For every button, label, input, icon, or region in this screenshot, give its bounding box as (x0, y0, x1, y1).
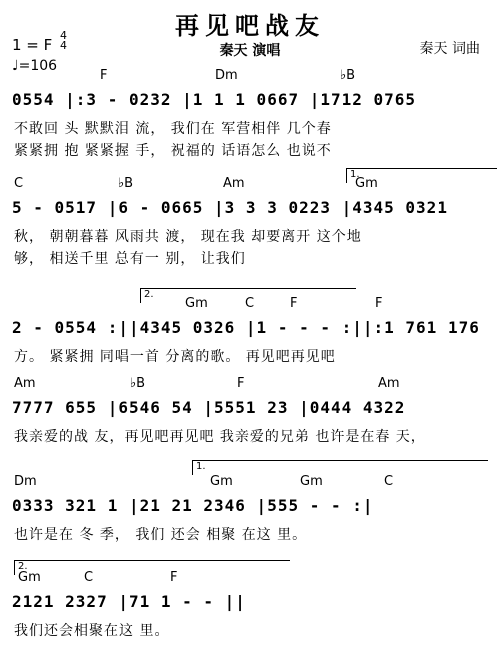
note-line: 5 - 0517 |6 - 0665 |3 3 3 0223 |4345 0321 (12, 198, 448, 217)
chord-symbol: Am (378, 376, 400, 391)
lyric-line-1: 不敢回 头 默默泪 流， 我们在 军营相伴 几个春 (14, 121, 332, 137)
second-ending-bracket: 2. (140, 288, 356, 303)
chord-symbol: F (375, 296, 383, 311)
second-ending-bracket-2: 2. (14, 560, 290, 575)
note-line: 2121 2327 |71 1 - - || (12, 592, 246, 611)
chord-symbol: ♭B (118, 176, 134, 191)
chord-symbol: F (290, 296, 298, 311)
note-line: 2 - 0554 :||4345 0326 |1 - - - :||:1 761 176 (12, 318, 480, 337)
time-top: 4 (60, 29, 67, 42)
lyric-line-1: 秋， 朝朝暮暮 风雨共 渡， 现在我 却要离开 这个地 (14, 229, 362, 245)
lyric-line-1: 我们还会相聚在这 里。 (14, 623, 170, 639)
chord-symbol: ♭B (130, 376, 146, 391)
chord-symbol: Gm (18, 570, 41, 585)
note-line: 0333 321 1 |21 21 2346 |555 - - :| (12, 496, 374, 515)
first-ending-bracket: 1. (346, 168, 497, 183)
chord-symbol: C (245, 296, 255, 311)
chord-symbol: F (170, 570, 178, 585)
chord-symbol: ♭B (340, 68, 356, 83)
chord-symbol: Am (14, 376, 36, 391)
time-bottom: 4 (60, 39, 67, 52)
first-ending-bracket-2: 1. (192, 460, 488, 475)
composer-credit: 秦天 词曲 (419, 41, 480, 57)
lyric-line-2: 够， 相送千里 总有一 别， 让我们 (14, 251, 246, 267)
chord-symbol: C (14, 176, 24, 191)
chord-symbol: F (100, 68, 108, 83)
lyric-line-2: 紧紧拥 抱 紧紧握 手， 祝福的 话语怎么 也说不 (14, 143, 332, 159)
chord-symbol: Gm (355, 176, 378, 191)
chord-symbol: Gm (300, 474, 323, 489)
lyric-line-1: 也许是在 冬 季， 我们 还会 相聚 在这 里。 (14, 527, 308, 543)
page-title: 再见吧战友 (175, 12, 325, 40)
time-signature (60, 31, 67, 51)
note-line: 7777 655 |6546 54 |5551 23 |0444 4322 (12, 398, 406, 417)
chord-symbol: C (384, 474, 394, 489)
chord-symbol: Gm (185, 296, 208, 311)
note-line: 0554 |:3 - 0232 |1 1 1 0667 |1712 0765 (12, 90, 417, 109)
lyric-line-1: 方。 紧紧拥 同唱一首 分离的歌。 再见吧再见吧 (14, 349, 336, 365)
chord-symbol: C (84, 570, 94, 585)
lyric-line-1: 我亲爱的战 友，再见吧再见吧 我亲爱的兄弟 也许是在春 天， (14, 429, 426, 445)
tempo-marking: ♩=106 (12, 58, 58, 74)
chord-symbol: Dm (14, 474, 37, 489)
key-signature: 1 = F (12, 36, 53, 54)
chord-symbol: F (237, 376, 245, 391)
chord-symbol: Dm (215, 68, 238, 83)
singer-credit: 秦天 演唱 (219, 43, 281, 59)
chord-symbol: Gm (210, 474, 233, 489)
chord-symbol: Am (223, 176, 245, 191)
